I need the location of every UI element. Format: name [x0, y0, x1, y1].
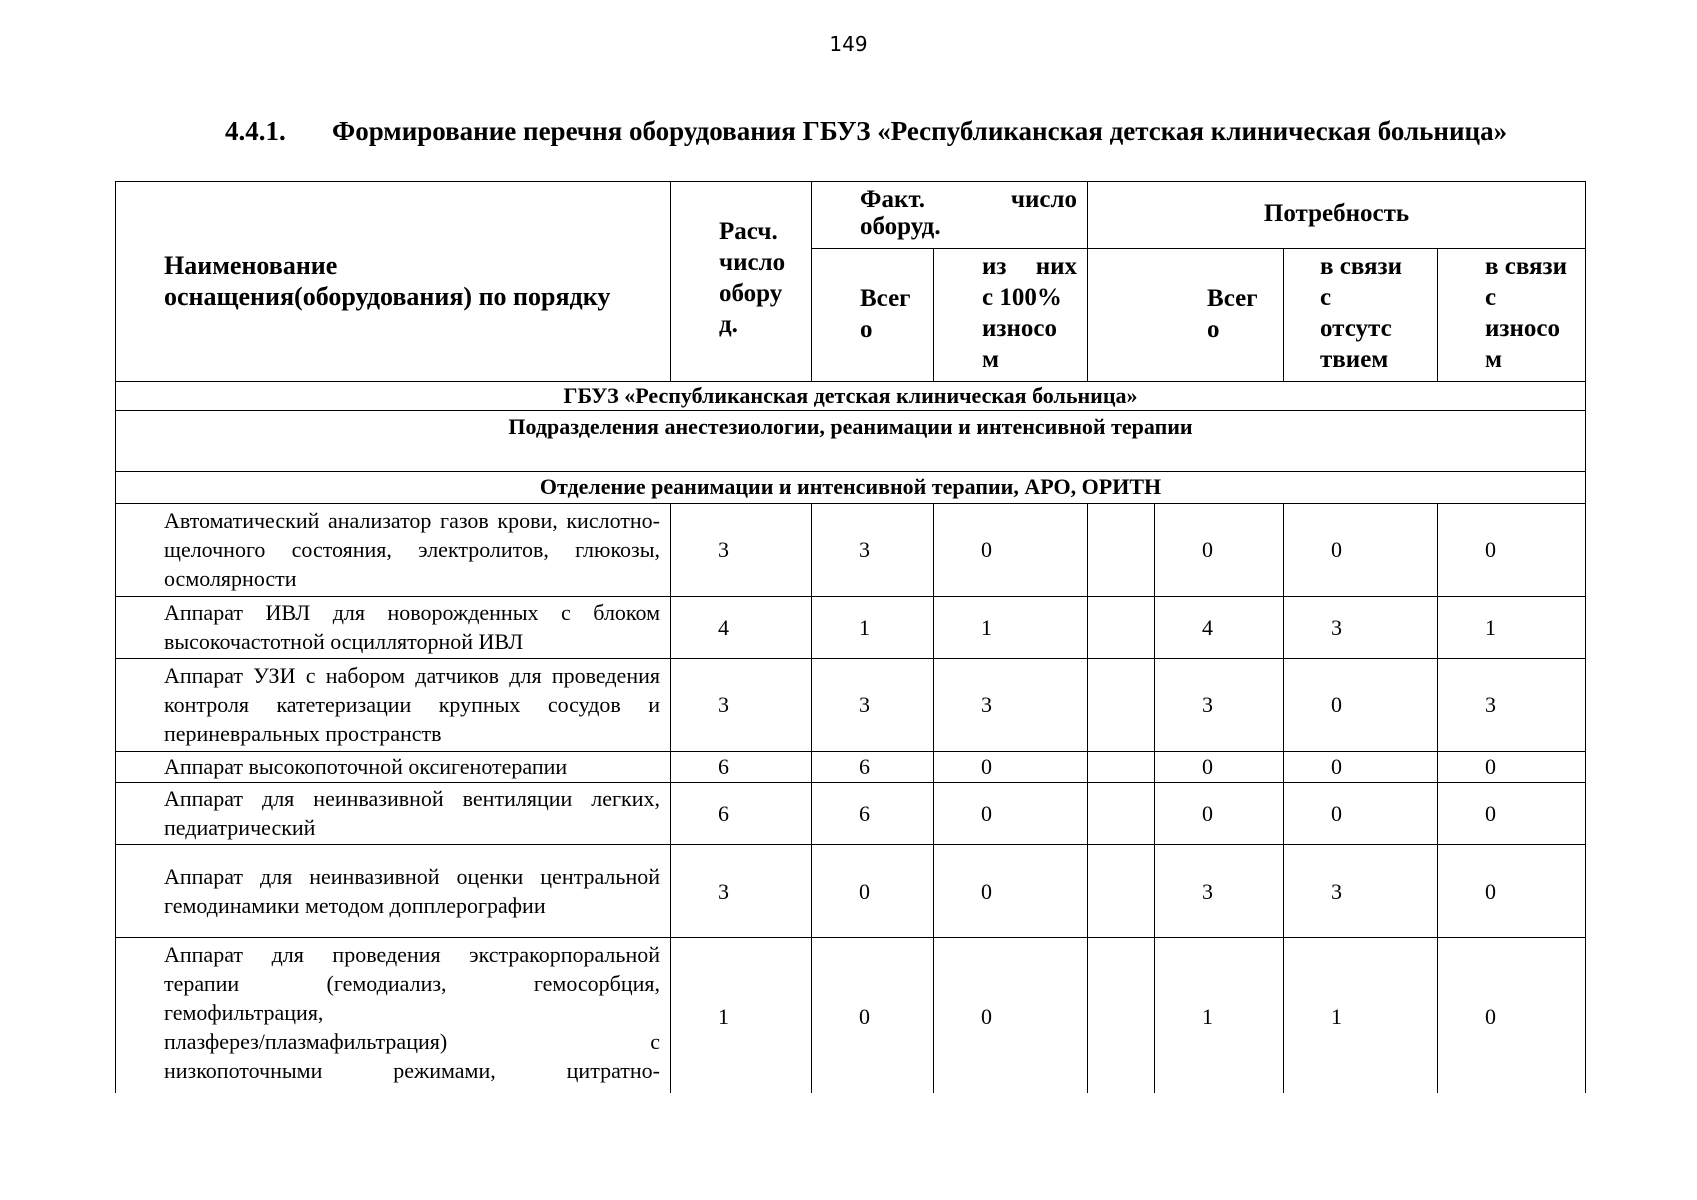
empty-cell	[1088, 938, 1155, 1093]
section-row-dept	[116, 472, 1586, 503]
need-absence: 0	[1284, 782, 1438, 844]
table-row	[116, 658, 1586, 751]
calc-count: 4	[671, 596, 812, 658]
need-wear: 0	[1438, 503, 1586, 596]
section-heading	[225, 116, 1645, 147]
header-need: Потребность	[1088, 182, 1586, 249]
calc-count: 3	[671, 658, 812, 751]
actual-worn: 3	[934, 658, 1088, 751]
section-row-org	[116, 382, 1586, 411]
need-absence: 3	[1284, 596, 1438, 658]
calc-count: 1	[671, 938, 812, 1093]
actual-worn: 0	[934, 845, 1088, 938]
section-division: Подразделения анестезиологии, реанимации и интенсивной терапии	[116, 411, 1586, 472]
section-org: ГБУЗ «Республиканская детская клиническая больница»	[116, 382, 1586, 411]
need-wear: 3	[1438, 658, 1586, 751]
actual-worn: 0	[934, 782, 1088, 844]
need-wear: 0	[1438, 845, 1586, 938]
need-wear: 1	[1438, 596, 1586, 658]
empty-cell	[1088, 751, 1155, 782]
empty-cell	[1088, 845, 1155, 938]
calc-count: 6	[671, 782, 812, 844]
table-row	[116, 751, 1586, 782]
empty-cell	[1088, 503, 1155, 596]
equipment-name: Аппарат ИВЛ для новорожденных с блоком высокочастотной осцилляторной ИВЛ	[116, 596, 671, 658]
equipment-table	[115, 181, 1586, 1093]
need-wear: 0	[1438, 782, 1586, 844]
page-number: 149	[829, 32, 868, 56]
section-dept: Отделение реанимации и интенсивной терапии, АРО, ОРИТН	[116, 472, 1586, 503]
need-total: 4	[1155, 596, 1284, 658]
header-need-absence: в связи с отсутс твием	[1284, 249, 1438, 382]
actual-worn: 1	[934, 596, 1088, 658]
table-row	[116, 503, 1586, 596]
actual-total: 6	[812, 751, 934, 782]
need-total: 0	[1155, 782, 1284, 844]
header-calc-count: Расч. число обору д.	[671, 182, 812, 382]
actual-total: 0	[812, 845, 934, 938]
table-row	[116, 938, 1586, 1093]
header-row-1	[116, 182, 1586, 249]
actual-worn: 0	[934, 503, 1088, 596]
need-total: 0	[1155, 503, 1284, 596]
calc-count: 3	[671, 845, 812, 938]
section-title: Формирование перечня оборудования ГБУЗ «Республиканская детская клиническая больница»	[332, 116, 1508, 146]
header-actual-total: Всег о	[812, 249, 934, 382]
table-row	[116, 845, 1586, 938]
actual-total: 1	[812, 596, 934, 658]
equipment-name: Аппарат высокопоточной оксигенотерапии	[116, 751, 671, 782]
header-need-total: Всег о	[1088, 249, 1284, 382]
need-total: 3	[1155, 658, 1284, 751]
need-absence: 1	[1284, 938, 1438, 1093]
section-row-division	[116, 411, 1586, 472]
need-absence: 0	[1284, 751, 1438, 782]
need-absence: 0	[1284, 658, 1438, 751]
need-total: 3	[1155, 845, 1284, 938]
need-absence: 0	[1284, 503, 1438, 596]
actual-total: 3	[812, 658, 934, 751]
equipment-name: Аппарат для проведения экстракорпоральной терапии (гемодиализ, гемосорбция, гемофильтрация, плазферез/плазмафильтрация) с низкопоточными режимами, цитратно-	[116, 938, 671, 1093]
empty-cell	[1088, 596, 1155, 658]
actual-worn: 0	[934, 751, 1088, 782]
actual-total: 6	[812, 782, 934, 844]
need-wear: 0	[1438, 938, 1586, 1093]
equipment-name: Аппарат УЗИ с набором датчиков для проведения контроля катетеризации крупных сосудов и периневральных пространств	[116, 658, 671, 751]
equipment-name: Аппарат для неинвазивной оценки центральной гемодинамики методом допплерографии	[116, 845, 671, 938]
need-wear: 0	[1438, 751, 1586, 782]
actual-total: 0	[812, 938, 934, 1093]
actual-worn: 0	[934, 938, 1088, 1093]
table-row	[116, 596, 1586, 658]
header-actual-worn: из них с 100% износо м	[934, 249, 1088, 382]
actual-total: 3	[812, 503, 934, 596]
calc-count: 6	[671, 751, 812, 782]
section-number: 4.4.1.	[225, 116, 286, 146]
header-name: Наименование оснащения(оборудования) по порядку	[116, 182, 671, 382]
empty-cell	[1088, 782, 1155, 844]
empty-cell	[1088, 658, 1155, 751]
need-absence: 3	[1284, 845, 1438, 938]
calc-count: 3	[671, 503, 812, 596]
equipment-name: Автоматический анализатор газов крови, кислотно-щелочного состояния, электролитов, глюкозы, осмолярности	[116, 503, 671, 596]
header-need-wear: в связи с износо м	[1438, 249, 1586, 382]
table-row	[116, 782, 1586, 844]
need-total: 0	[1155, 751, 1284, 782]
need-total: 1	[1155, 938, 1284, 1093]
header-actual-count: Факт. число оборуд.	[812, 182, 1088, 249]
equipment-name: Аппарат для неинвазивной вентиляции легких, педиатрический	[116, 782, 671, 844]
